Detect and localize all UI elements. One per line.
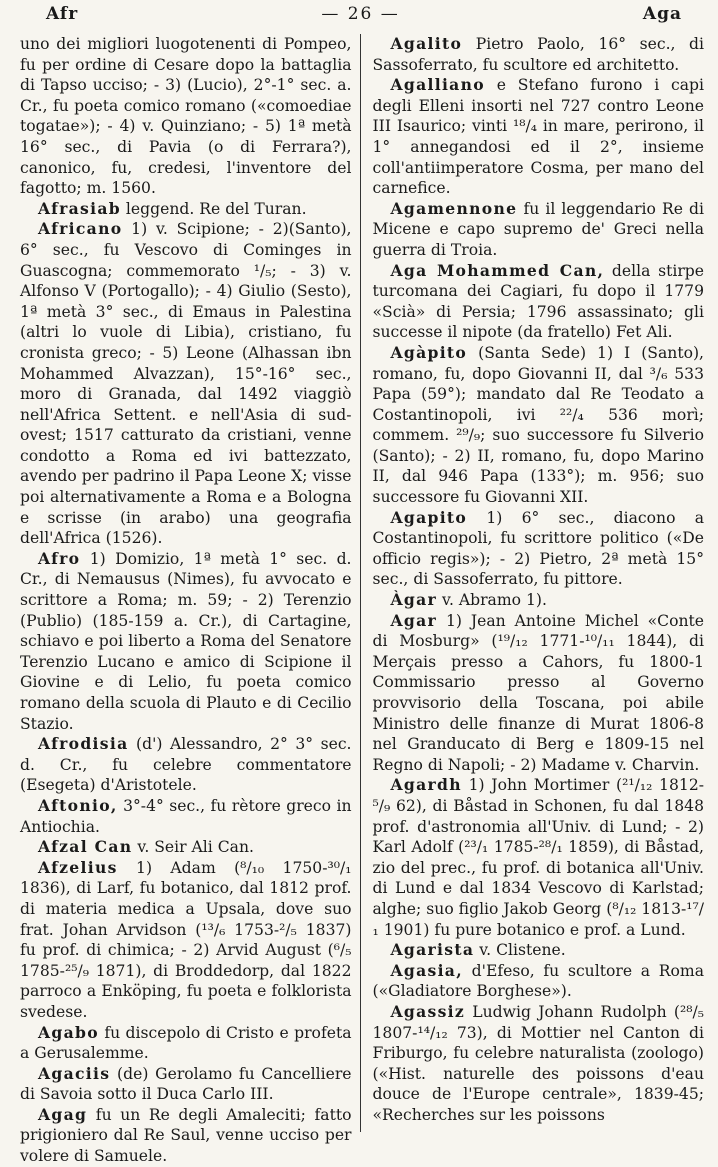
dictionary-entry [373, 961, 705, 1002]
entry-headword: Agar [390, 610, 438, 630]
entry-body: fu un Re degli Amaleciti; fatto prigioniero dal Re Saul, venne ucciso per volere di Samuele. [20, 1105, 352, 1166]
entry-body: leggend. Re del Turan. [120, 199, 307, 218]
dictionary-entry [20, 219, 352, 549]
entry-body: fu il leggendario Re di Micene e capo supremo de' Greci nella guerra di Troia. [372, 199, 705, 259]
entry-headword: Àgar [390, 590, 438, 610]
header-right-guideword: Aga [642, 4, 682, 24]
entry-body: v. Clistene. [474, 941, 566, 960]
dictionary-entry [373, 343, 705, 508]
entry-body: Ludwig Johann Rudolph (²⁸/₅ 1807-¹⁴/₁₂ 73), di Mottier nel Canton di Friburgo, fu celebre naturalista (zoologo) («Hist. naturelle des poissons d'eau douce de l'Europe centrale», 1839-45; «Recherches sur les poissons [372, 1002, 705, 1124]
entry-body: (de) Gerolamo fu Cancelliere di Savoia sotto il Duca Carlo III. [20, 1064, 352, 1104]
entry-headword: Agag [38, 1104, 88, 1124]
entry-body: fu discepolo di Cristo e profeta a Gerusalemme. [20, 1023, 352, 1063]
dictionary-entry [20, 837, 352, 858]
dictionary-entry [373, 34, 705, 75]
entry-body: 3°-4° sec., fu rètore greco in Antiochia. [20, 796, 352, 836]
page-number: — 26 — [321, 4, 400, 24]
columns [20, 34, 705, 1166]
entry-body: (Santa Sede) 1) I (Santo), romano, fu, dopo Giovanni II, dal ³/₆ 533 Papa (59°); mandato dal Re Teodato a Costantinopoli, ivi ²²/₄ 536 morì; commem. ²⁹/₉; suo successore fu Silverio (Santo); - 2) II, romano, fu, dopo Marino II, dal 946 Papa (133°); m. 956; suo successore fu Giovanni XII. [372, 343, 705, 507]
entry-body: (d') Alessandro, 2° 3° sec. d. Cr., fu celebre commentatore (Esegeta) d'Aristotele. [20, 735, 352, 795]
entry-body: 1) 6° sec., diacono a Costantinopoli, fu scrittore politico («De officio regis»); - 2) Pietro, 2ª metà 15° sec., di Sassoferrato, fu pittore. [372, 508, 705, 589]
entry-headword: Agardh [390, 775, 462, 795]
entry-headword: Aga Mohammed Can, [390, 260, 605, 280]
entry-headword: Agassiz [390, 1001, 466, 1021]
entry-body: 1) Jean Antoine Michel «Conte di Mosburg» (¹⁹/₁₂ 1771-¹⁰/₁₁ 1844), di Merçais presso a Cahors, fu 1800-1 Commissario presso al Governo provvisorio della Toscana, poi abile Ministro delle finanze di Murat 1806-8 nel Granducato di Berg e 1809-15 nel Regno di Napoli; - 2) Madame v. Charvin. [372, 611, 705, 774]
entry-headword: Agalito [390, 34, 463, 53]
dictionary-entry [20, 796, 352, 837]
dictionary-entry [373, 199, 705, 261]
entry-body: Pietro Paolo, 16° sec., di Sassoferrato, fu scultore ed architetto. [372, 35, 705, 74]
page-header [20, 4, 704, 34]
entry-headword: Afrodisia [38, 734, 129, 754]
left-column [20, 34, 358, 1166]
entry-body: e Stefano furono i capi degli Elleni insorti nel 727 contro Leone III Isaurico; vinti ¹⁸/₄ in mare, perirono, il 1° annegandosi ed il 2°, insieme coll'antiimperatore Cosma, per mano del carnefice. [372, 76, 705, 198]
entry-body: uno dei migliori luogotenenti di Pompeo, fu per ordine di Cesare dopo la battaglia di Tapso ucciso; - 3) (Lucio), 2°-1° sec. a. Cr., fu poeta comico romano («comoediae togatae»); - 4) v. Quinziano; - 5) 1ª metà 16° sec., di Pavia (o di Ferrara?), canonico, fu, credesi, l'inventore del fagotto; m. 1560. [20, 35, 352, 198]
entry-headword: Agabo [38, 1022, 99, 1042]
entry-headword: Agamennone [390, 198, 518, 218]
entry-headword: Agàpito [390, 342, 468, 362]
entry-headword: Agasia, [390, 960, 463, 980]
dictionary-entry [373, 940, 705, 961]
dictionary-entry [373, 508, 705, 590]
entry-body: d'Efeso, fu scultore a Roma («Gladiatore Borghese»). [372, 961, 705, 1001]
column-rule [360, 34, 361, 1132]
entry-headword: Afro [38, 548, 81, 568]
dictionary-entry [373, 261, 705, 343]
dictionary-entry [20, 1105, 352, 1167]
entry-body: 1) Domizio, 1ª metà 1° sec. d. Cr., di Nemausus (Nimes), fu avvocato e scrittore a Roma; m. 59; - 2) Terenzio (Publio) (185-159 a. Cr.), di Cartagine, schiavo e poi liberto a Roma del Senatore Terenzio Lucano e amico di Scipione il Giovine e di Lelio, fu poeta comico romano della scuola di Plauto e di Cecilio Stazio. [20, 549, 352, 733]
entry-headword: Agapito [390, 507, 468, 527]
dictionary-entry [373, 75, 705, 199]
entry-body: v. Abramo 1). [437, 591, 547, 610]
dictionary-entry [373, 611, 705, 776]
dictionary-entry [20, 858, 352, 1023]
entry-body: v. Seir Ali Can. [132, 838, 254, 857]
entry-headword: Africano [38, 219, 123, 239]
dictionary-entry [20, 34, 352, 199]
dictionary-entry [373, 590, 705, 611]
entry-headword: Afzelius [38, 857, 118, 877]
entry-body: 1) v. Scipione; - 2)(Santo), 6° sec., fu Vescovo di Cominges in Guascogna; commemorato ¹/₅; - 3) v. Alfonso V (Portogallo); - 4) Giulio (Sesto), 1ª metà 3° sec., di Emaus in Palestina (altri lo vuole di Libia), cristiano, fu cronista greco; - 5) Leone (Alhassan ibn Mohammed Alvazzan), 15°-16° sec., moro di Granada, dal 1492 viaggiò nell'Africa Settent. e nell'Asia di sud-ovest; 1517 catturato da cristiani, venne condotto a Roma ed ivi battezzato, avendo per padrino il Papa Leone X; visse poi alternativamente a Roma e a Bologna e scrisse (in arabo) una geografia dell'Africa (1526). [20, 220, 352, 548]
header-left-guideword: Afr [46, 4, 79, 24]
entry-headword: Afrasiab [38, 198, 121, 218]
dictionary-entry [20, 1064, 352, 1105]
right-column [363, 34, 705, 1132]
dictionary-entry [20, 1023, 352, 1064]
entry-body: 1) John Mortimer (²¹/₁₂ 1812-⁵/₉ 62), di Båstad in Schonen, fu dal 1848 prof. d'astronomia all'Univ. di Lund; - 2) Karl Adolf (²³/₁ 1785-²⁸/₁ 1859), di Båstad, zio del prec., fu prof. di botanica all'Univ. di Lund e dal 1834 Vescovo di Karlstad; alghe; suo figlio Jakob Georg (⁸/₁₂ 1813-¹⁷/₁ 1901) fu pure botanico e prof. a Lund. [372, 776, 705, 939]
entry-headword: Agalliano [390, 75, 485, 95]
entry-headword: Afzal Can [38, 837, 133, 857]
entry-body: della stirpe turcomana dei Cagiari, fu dopo il 1779 «Scià» di Persia; 1796 assassinato; gli successe il nipote (da fratello) Fet Ali. [372, 261, 705, 342]
entry-body: 1) Adam (⁸/₁₀ 1750-³⁰/₁ 1836), di Larf, fu botanico, dal 1812 prof. di materia medica a Upsala, dove suo frat. Johan Arvidson (¹³/₆ 1753-²/₅ 1837) fu prof. di chimica; - 2) Arvid August (⁶/₅ 1785-²⁵/₉ 1871), di Broddedorp, dal 1822 parroco a Enköping, fu poeta e folklorista svedese. [20, 858, 352, 1021]
dictionary-entry [373, 1002, 705, 1126]
dictionary-entry [20, 199, 352, 220]
dictionary-entry [20, 549, 352, 734]
entry-headword: Agaciis [38, 1063, 111, 1083]
entry-headword: Aftonio, [38, 795, 118, 815]
dictionary-entry [20, 734, 352, 796]
dictionary-entry [373, 775, 705, 940]
entry-headword: Agarista [390, 940, 475, 960]
